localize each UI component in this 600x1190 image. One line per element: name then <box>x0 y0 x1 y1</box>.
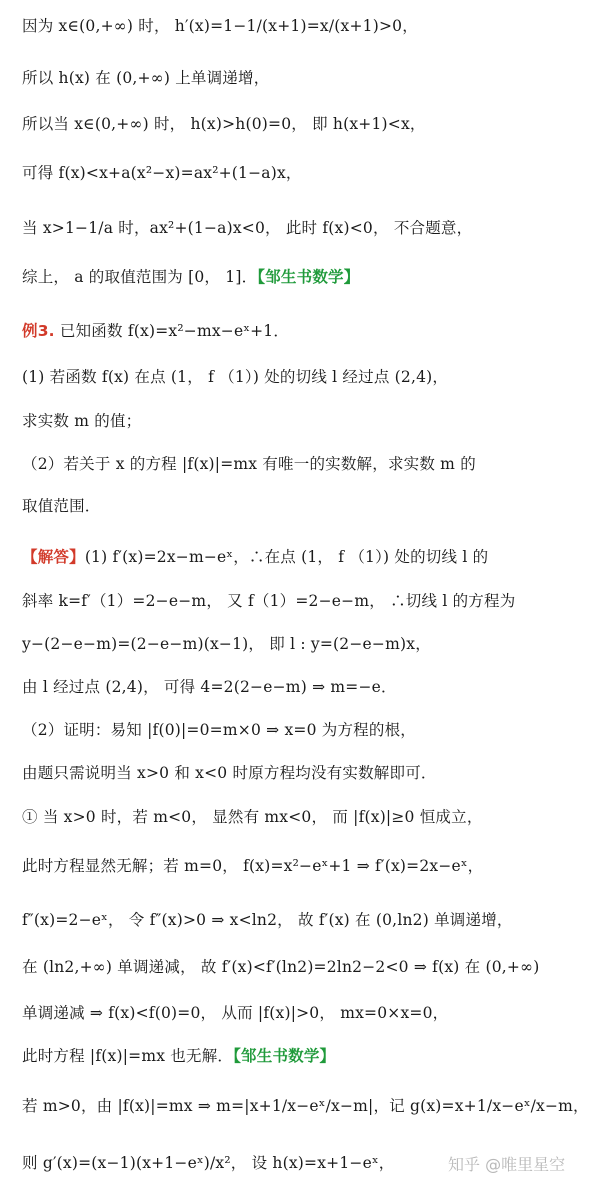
brand-tag: 【邹生书数学】 <box>233 1047 336 1065</box>
text-line-6: 综上， a 的取值范围为 [0， 1]．【邹生书数学】 <box>22 268 360 286</box>
text-line-16: （2）证明：易知 |f(0)|=0=m×0 ⇒ x=0 为方程的根， <box>22 721 416 739</box>
text-line-15: 由 l 经过点 (2,4)， 可得 4=2(2−e−m) ⇒ m=−e． <box>22 678 397 696</box>
answer-label: 【解答】 <box>22 548 85 566</box>
brand-tag: 【邹生书数学】 <box>257 268 360 286</box>
text-line-11: 取值范围． <box>22 497 101 515</box>
text-line-25: 则 g′(x)=(x−1)(x+1−eˣ)/x²， 设 h(x)=x+1−eˣ， <box>22 1154 395 1172</box>
text-line-22: 单调递减 ⇒ f(x)<f(0)=0， 从而 |f(x)|>0， mx=0×x=0， <box>22 1004 449 1022</box>
zhihu-watermark: 知乎 @唯里星空 <box>448 1155 566 1174</box>
text-line-3: 所以当 x∈(0,+∞) 时， h(x)>h(0)=0， 即 h(x+1)<x， <box>22 115 426 133</box>
text-line-1: 因为 x∈(0,+∞) 时， h′(x)=1−1/(x+1)=x/(x+1)>0， <box>22 17 418 35</box>
text-line-20: f″(x)=2−eˣ， 令 f″(x)>0 ⇒ x<ln2， 故 f′(x) 在 (0,ln2) 单调递增， <box>22 911 513 929</box>
text-line-18: ① 当 x>0 时，若 m<0， 显然有 mx<0， 而 |f(x)|≥0 恒成立， <box>22 808 483 826</box>
example-heading: 例3. 已知函数 f(x)=x²−mx−eˣ+1． <box>22 322 290 340</box>
example-label: 例3. <box>22 322 55 340</box>
text-line-9: 求实数 m 的值； <box>22 412 142 430</box>
text-line-5: 当 x>1−1/a 时，ax²+(1−a)x<0， 此时 f(x)<0， 不合题意， <box>22 219 473 237</box>
text-line-4: 可得 f(x)<x+a(x²−x)=ax²+(1−a)x， <box>22 164 302 182</box>
text-line-19: 此时方程显然无解；若 m=0， f(x)=x²−eˣ+1 ⇒ f′(x)=2x−eˣ， <box>22 857 484 875</box>
text-line-13: 斜率 k=f′（1）=2−e−m， 又 f（1）=2−e−m， ∴切线 l 的方程为 <box>22 592 516 610</box>
text-line-2: 所以 h(x) 在 (0,+∞) 上单调递增， <box>22 69 270 87</box>
text-line-24: 若 m>0，由 |f(x)|=mx ⇒ m=|x+1/x−eˣ/x−m|，记 g(x)=x+1/x−eˣ/x−m， <box>22 1097 589 1115</box>
text-line-21: 在 (ln2,+∞) 单调递减， 故 f′(x)<f′(ln2)=2ln2−2<0 ⇒ f(x) 在 (0,+∞) <box>22 958 540 976</box>
text-line-17: 由题只需说明当 x>0 和 x<0 时原方程均没有实数解即可． <box>22 764 437 782</box>
text-line-8: (1) 若函数 f(x) 在点 (1， f （1）) 处的切线 l 经过点 (2,4)， <box>22 368 449 386</box>
text-line-23: 此时方程 |f(x)|=mx 也无解．【邹生书数学】 <box>22 1047 336 1065</box>
answer-heading: 【解答】(1) f′(x)=2x−m−eˣ，∴在点 (1， f （1）) 处的切线 l 的 <box>22 548 489 566</box>
text-line-10: （2）若关于 x 的方程 |f(x)|=mx 有唯一的实数解，求实数 m 的 <box>22 455 476 473</box>
text-line-14: y−(2−e−m)=(2−e−m)(x−1)， 即 l : y=(2−e−m)x， <box>22 635 431 653</box>
